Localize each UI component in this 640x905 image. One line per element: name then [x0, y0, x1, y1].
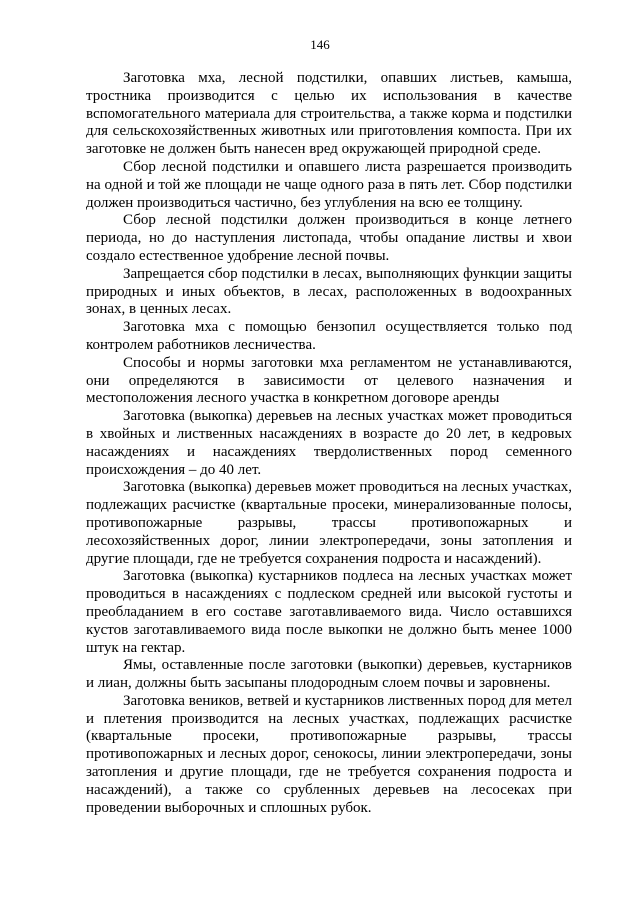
paragraph-tree-digging-areas: Заготовка (выкопка) деревьев может проводиться на лесных участках, подлежащих расчистке (квартальные просеки, минерализованные полосы, противопожарные разрывы, трассы противопожарных и лесохозяйственных дорог, линии электропередачи, зоны затопления и другие площади, где не требуется сохранения подроста и насаждений). [86, 479, 572, 567]
paragraph-brooms-branches: Заготовка веников, ветвей и кустарников лиственных пород для метел и плетения производится на лесных участках, подлежащих расчистке (квартальные просеки, противопожарные разрывы, трассы противопожарных и лесных дорог, сенокосы, линии электропередачи, зоны затопления и другие площади, где не требуется сохранения подроста и насаждений), а также со срубленных деревьев на лесосеках при проведении выборочных и сплошных рубок. [86, 692, 572, 816]
body-text [86, 70, 572, 817]
paragraph-shrub-digging: Заготовка (выкопка) кустарников подлеса на лесных участках может проводиться в насаждениях с подлеском средней или высокой густоты и преобладанием в его составе заготавливаемого вида. Число оставшихся кустов заготавливаемого вида после выкопки не должно быть менее 1000 штук на гектар. [86, 568, 572, 656]
paragraph-moss-litter-harvesting: Заготовка мха, лесной подстилки, опавших листьев, камыша, тростника производится с целью их использования в качестве вспомогательного материала для строительства, а также корма и подстилки для сельскохозяйственных животных или приготовления компоста. При их заготовке не должен быть нанесен вред окружающей природной среде. [86, 70, 572, 158]
paragraph-moss-norms: Способы и нормы заготовки мха регламентом не устанавливаются, они определяются в зависимости от целевого назначения и местоположения лесного участка в конкретном договоре аренды [86, 354, 572, 407]
paragraph-litter-collection-season: Сбор лесной подстилки должен производиться в конце летнего периода, но до наступления листопада, чтобы опадание листвы и хвои создало естественное удобрение лесной почвы. [86, 212, 572, 264]
paragraph-litter-collection-prohibited: Запрещается сбор подстилки в лесах, выполняющих функции защиты природных и иных объектов, в лесах, расположенных в водоохранных зонах, в ценных лесах. [86, 265, 572, 318]
paragraph-litter-collection-frequency: Сбор лесной подстилки и опавшего листа разрешается производить на одной и той же площади не чаще одного раза в пять лет. Сбор подстилки должен производиться частично, без углубления на всю ее толщину. [86, 158, 572, 211]
paragraph-tree-digging-age: Заготовка (выкопка) деревьев на лесных участках может проводиться в хвойных и лиственных насаждениях в возрасте до 20 лет, в кедровых насаждениях и насаждениях твердолиственных пород семенного происхождения – до 40 лет. [86, 408, 572, 478]
page-number: 146 [310, 37, 330, 52]
paragraph-moss-chainsaw: Заготовка мха с помощью бензопил осуществляется только под контролем работников лесничества. [86, 319, 572, 353]
paragraph-pits-backfilling: Ямы, оставленные после заготовки (выкопки) деревьев, кустарников и лиан, должны быть засыпаны плодородным слоем почвы и заровнены. [86, 657, 572, 692]
